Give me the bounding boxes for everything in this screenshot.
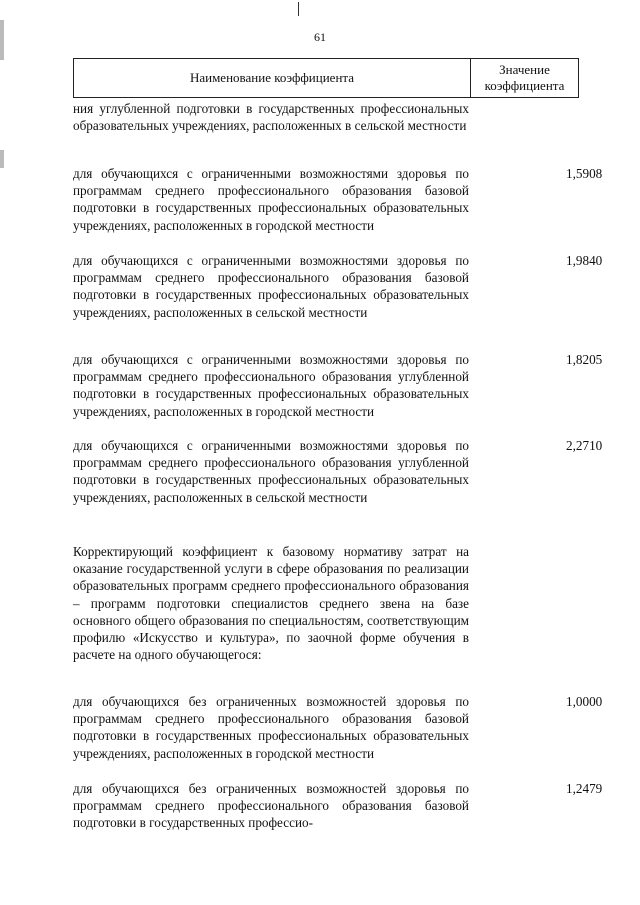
table-header xyxy=(73,58,579,98)
header-value-line2: коэффициента xyxy=(484,78,565,93)
row-value: 2,2710 xyxy=(566,438,603,453)
top-tick-mark xyxy=(298,2,299,16)
header-value-line1: Значение xyxy=(499,62,550,77)
margin-scan-mark xyxy=(0,150,4,168)
header-value-column xyxy=(471,59,578,97)
row-text: для обучающихся с ограниченными возможностями здоровья по программам среднего профессионального образования базовой подготовки в государственных профессиональных образовательных учреждениях, расположенных в сельской местности xyxy=(73,253,469,320)
row-value: 1,0000 xyxy=(566,694,603,709)
row-text: для обучающихся с ограниченными возможностями здоровья по программам среднего профессионального образования базовой подготовки в государственных профессиональных образовательных учреждениях, расположенных в городской местности xyxy=(73,166,469,233)
row-text: для обучающихся без ограниченных возможностей здоровья по программам среднего профессионального образования базовой подготовки в государственных профессиональных образовательных учреждениях, расположенных в городской местности xyxy=(73,694,469,761)
page-number: 61 xyxy=(314,30,326,44)
row-value: 1,9840 xyxy=(566,253,603,268)
section-heading-text: Корректирующий коэффициент к базовому нормативу затрат на оказание государственной услуги в сфере образования по реализации образовательных программ среднего профессионального образования – программ подготовки специалистов среднего звена на базе основного общего образования по специальностям, соответствующим профилю «Искусство и культура», по заочной форме обучения в расчете на одного обучающегося: xyxy=(73,544,469,663)
row-text: для обучающихся с ограниченными возможностями здоровья по программам среднего профессионального образования углубленной подготовки в государственных профессиональных образовательных учреждениях, расположенных в сельской местности xyxy=(73,438,469,505)
row-text: для обучающихся с ограниченными возможностями здоровья по программам среднего профессионального образования углубленной подготовки в государственных профессиональных образовательных учреждениях, расположенных в городской местности xyxy=(73,352,469,419)
row-value: 1,8205 xyxy=(566,352,603,367)
row-text: ния углубленной подготовки в государственных профессиональных образовательных учреждениях, расположенных в сельской местности xyxy=(73,101,469,134)
row-value: 1,5908 xyxy=(566,166,603,181)
header-name-column: Наименование коэффициента xyxy=(74,59,471,97)
row-text: для обучающихся без ограниченных возможностей здоровья по программам среднего профессионального образования базовой подготовки в государственных профессио- xyxy=(73,781,469,831)
row-value: 1,2479 xyxy=(566,781,603,796)
